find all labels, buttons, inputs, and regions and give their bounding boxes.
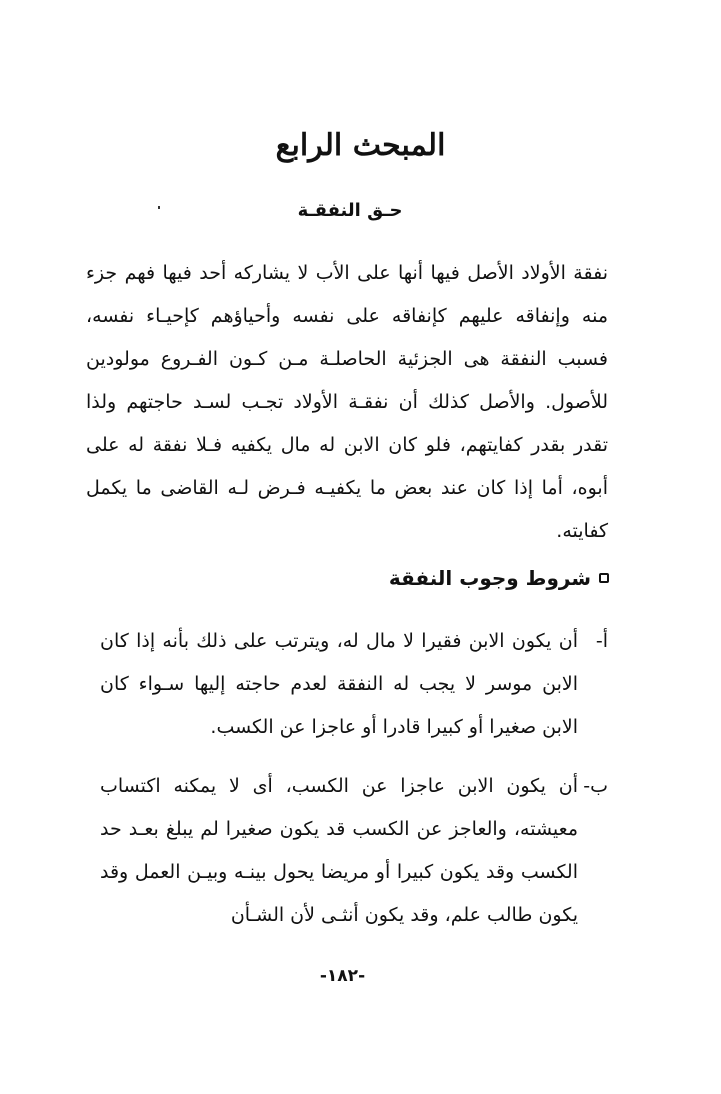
condition-item-a [100,620,608,749]
condition-label: أ- [595,630,608,652]
conditions-heading-text: شروط وجوب النفقة [388,566,591,590]
condition-text: أن يكون الابن عاجزا عن الكسب، أى لا يمكنه اكتساب معيشته، والعاجز عن الكسب قد يكون صغيرا لم يبلغ بعـد حد الكسب وقد يكون كبيرا أو مريضا يحول بينـه وبيـن العمل وقد يكون طالب علم، وقد يكون أنثـى لأن الشـأن [100,775,578,926]
print-speck [158,206,160,209]
intro-paragraph: نفقة الأولاد الأصل فيها أنها على الأب لا يشاركه أحد فيها فهم جزء منه وإنفاقه عليهم كإنفاقه على نفسه وأحياؤهم كإحيـاء نفسه، فسبب النفقة هى الجزئية الحاصلـة مـن كـون الفـروع مولودين للأصول. والأصل كذلك أن نفقـة الأولاد تجـب لسـد حاجتهم ولذا تقدر بقدر كفايتهم، فلو كان الابن له مال يكفيه فـلا نفقة له على أبوه، أما إذا كان عند بعض ما يكفيـه فـرض لـه القاضى ما يكمل كفايته. [86,262,608,542]
page-number: -١٨٢- [319,966,366,986]
condition-item-b [100,765,608,937]
chapter-title: المبحث الرابع [275,128,446,163]
condition-label: ب- [583,775,608,797]
section-subtitle: حـق النفقـة [297,200,403,221]
conditions-heading [389,566,609,590]
square-bullet-icon [599,573,609,583]
condition-text: أن يكون الابن فقيرا لا مال له، ويترتب على ذلك بأنه إذا كان الابن موسر لا يجب له النفقة لعدم حاجته إليها سـواء كان الابن صغيرا أو كبيرا قادرا أو عاجزا عن الكسب. [100,630,578,738]
